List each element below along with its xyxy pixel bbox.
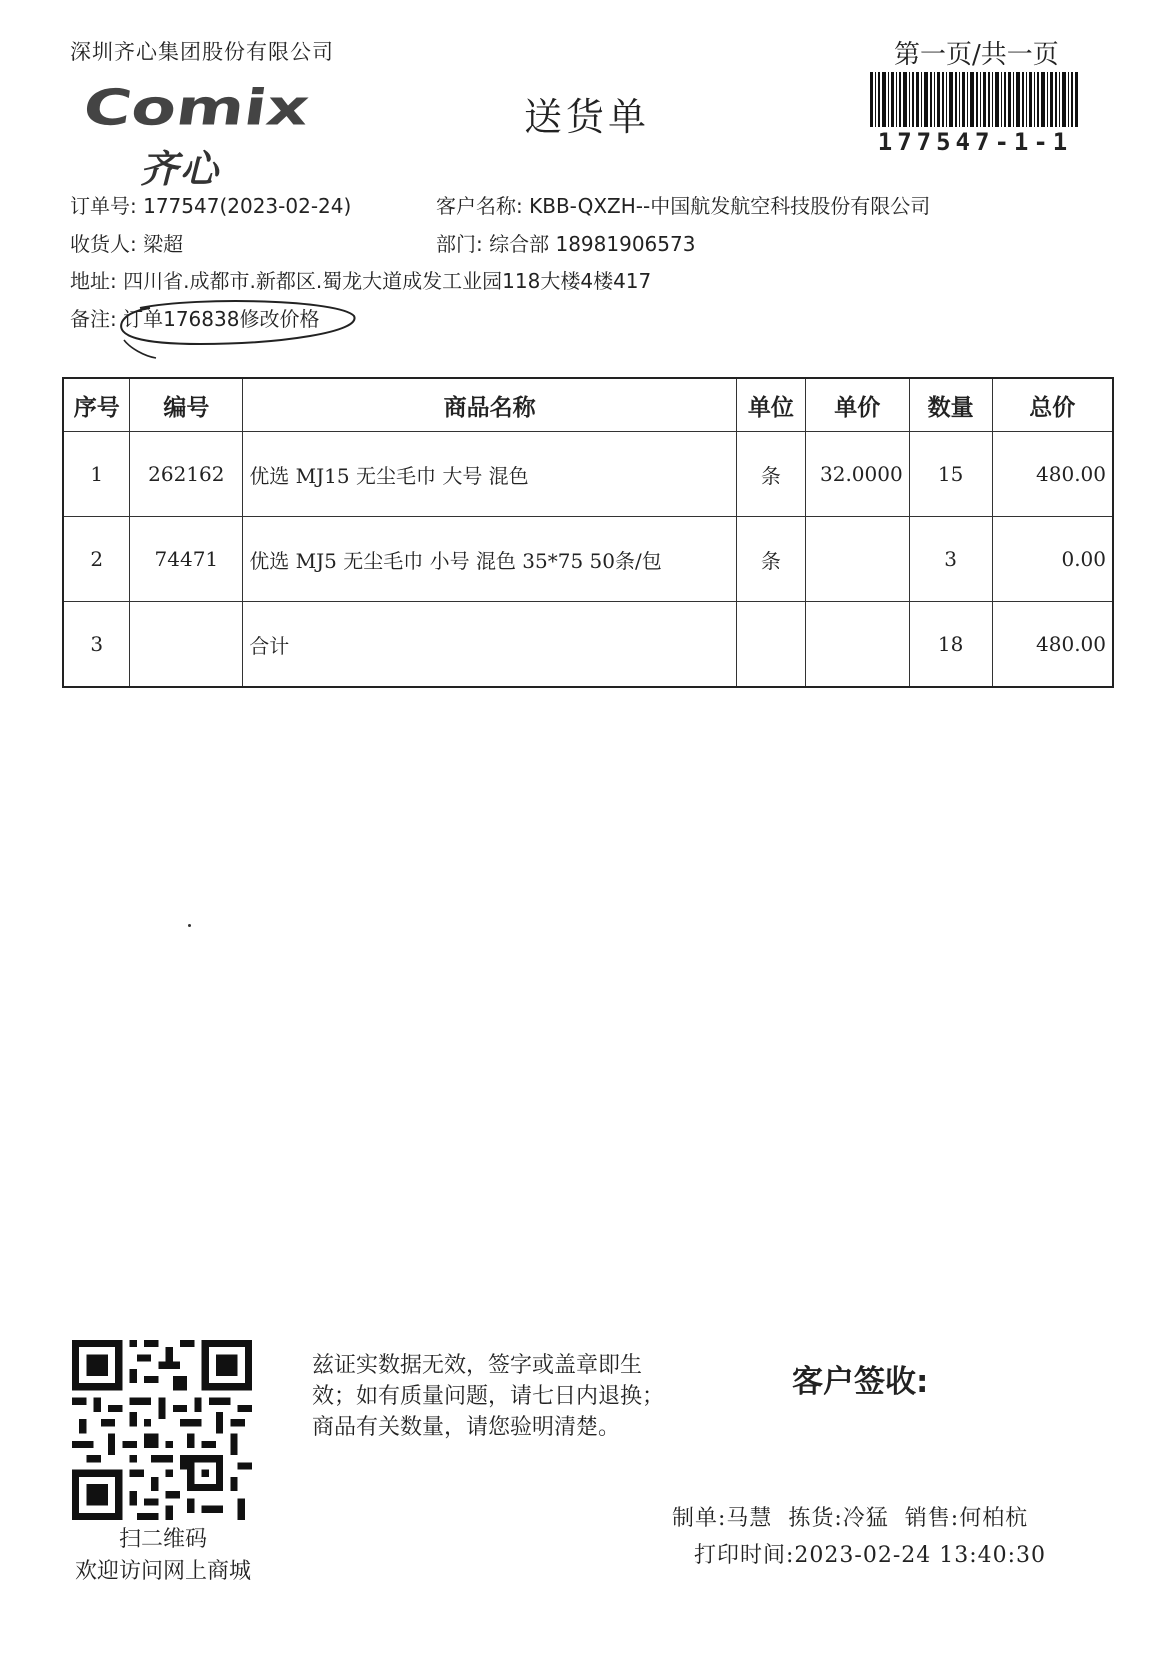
table-row xyxy=(63,432,1113,517)
notice-text xyxy=(312,1350,712,1443)
table-row xyxy=(63,517,1113,602)
cell-index: 2 xyxy=(63,517,130,602)
cell-product-name: 优选 MJ15 无尘毛巾 大号 混色 xyxy=(243,432,737,517)
order-label: 订单号: xyxy=(70,194,137,218)
customer-sign-label: 客户签收: xyxy=(792,1364,929,1400)
department xyxy=(436,228,695,257)
remark-label: 备注: xyxy=(70,307,117,331)
dept-value: 综合部 18981906573 xyxy=(489,232,696,256)
col-index: 序号 xyxy=(63,378,130,432)
cell-quantity: 3 xyxy=(909,517,992,602)
remark-value: 订单176838修改价格 xyxy=(123,307,320,331)
address-label: 地址: xyxy=(70,269,117,293)
order-value: 177547(2023-02-24) xyxy=(143,194,352,218)
cell-quantity: 15 xyxy=(909,432,992,517)
cell-code: 74471 xyxy=(130,517,243,602)
col-unit-price: 单价 xyxy=(805,378,909,432)
print-time: 打印时间:2023-02-24 13:40:30 xyxy=(694,1543,1047,1568)
col-quantity: 数量 xyxy=(909,378,992,432)
receiver-value: 梁超 xyxy=(143,232,184,256)
table-header-row xyxy=(63,378,1113,432)
cell-quantity: 18 xyxy=(909,602,992,688)
qr-caption-line-2: 欢迎访问网上商城 xyxy=(74,1559,251,1584)
page-indicator: 第一页/共一页 xyxy=(894,40,1059,70)
cell-unit-price: 32.0000 xyxy=(805,432,909,517)
logo-text: Comix xyxy=(79,78,339,137)
cell-unit-price xyxy=(805,517,909,602)
cell-code: 262162 xyxy=(130,432,243,517)
barcode xyxy=(870,72,1080,127)
address-value: 四川省.成都市.新都区.蜀龙大道成发工业园118大楼4楼417 xyxy=(123,269,652,293)
scan-speck xyxy=(188,924,191,927)
qr-caption-line-1: 扫二维码 xyxy=(118,1527,207,1552)
receiver-label: 收货人: xyxy=(70,232,137,256)
cell-index: 1 xyxy=(63,432,130,517)
notice-line-2: 效；如有质量问题，请七日内退换； xyxy=(312,1384,665,1409)
cell-unit-price xyxy=(805,602,909,688)
cell-code xyxy=(130,602,243,688)
col-code: 编号 xyxy=(130,378,243,432)
handwritten-circle xyxy=(110,300,360,360)
customer-label: 客户名称: xyxy=(436,194,523,218)
table-row-summary xyxy=(63,602,1113,688)
barcode-number: 177547-1-1 xyxy=(877,128,1073,156)
cell-index: 3 xyxy=(63,602,130,688)
cell-unit: 条 xyxy=(736,517,805,602)
qr-code-icon xyxy=(72,1340,252,1520)
dept-label: 部门: xyxy=(436,232,483,256)
col-total: 总价 xyxy=(992,378,1113,432)
staff-line: 制单:马慧 拣货:冷猛 销售:何柏杭 xyxy=(672,1506,1029,1531)
customer-name xyxy=(436,190,930,219)
cell-product-name: 合计 xyxy=(243,602,737,688)
cell-total: 480.00 xyxy=(992,432,1113,517)
col-product-name: 商品名称 xyxy=(243,378,737,432)
company-name: 深圳齐心集团股份有限公司 xyxy=(70,40,334,64)
cell-unit xyxy=(736,602,805,688)
cell-product-name: 优选 MJ5 无尘毛巾 小号 混色 35*75 50条/包 xyxy=(243,517,737,602)
cell-total: 480.00 xyxy=(992,602,1113,688)
col-unit: 单位 xyxy=(736,378,805,432)
qr-caption xyxy=(60,1524,266,1588)
notice-line-3: 商品有关数量，请您验明清楚。 xyxy=(312,1415,621,1440)
cell-unit: 条 xyxy=(736,432,805,517)
logo-chinese: 齐心 xyxy=(140,147,221,191)
notice-line-1: 兹证实数据无效，签字或盖章即生 xyxy=(312,1353,643,1378)
items-table xyxy=(62,377,1114,688)
document-title: 送货单 xyxy=(524,95,651,139)
order-number xyxy=(70,190,351,219)
cell-total: 0.00 xyxy=(992,517,1113,602)
receiver xyxy=(70,228,183,257)
address xyxy=(70,265,651,294)
customer-value: KBB-QXZH--中国航发航空科技股份有限公司 xyxy=(529,194,931,218)
